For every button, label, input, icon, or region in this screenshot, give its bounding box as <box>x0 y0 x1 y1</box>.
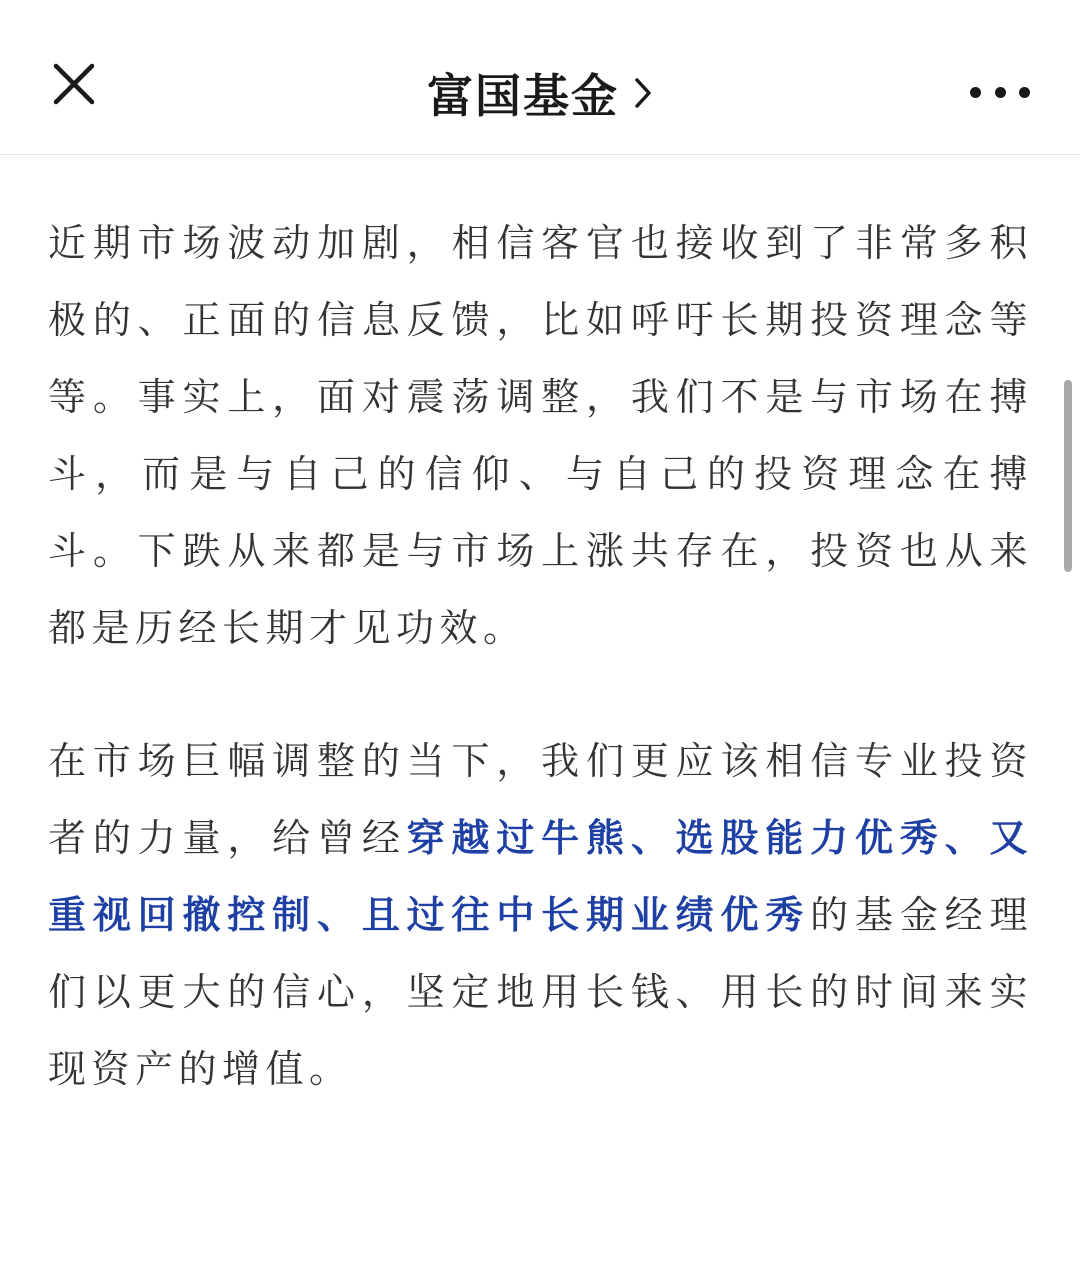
scrollbar-thumb[interactable] <box>1064 380 1072 572</box>
paragraph-1: 近期市场波动加剧，相信客官也接收到了非常多积极的、正面的信息反馈，比如呼吁长期投资理念等等。事实上，面对震荡调整，我们不是与市场在搏斗，而是与自己的信仰、与自己的投资理念在搏斗。下跌从来都是与市场上涨共存在，投资也从来都是历经长期才见功效。 <box>48 221 1033 650</box>
more-options-button[interactable] <box>970 72 1030 112</box>
more-horizontal-icon <box>970 87 981 98</box>
page-title: 富国基金 <box>427 69 619 123</box>
more-horizontal-icon <box>1019 87 1030 98</box>
more-horizontal-icon <box>995 87 1006 98</box>
account-title-link[interactable] <box>0 58 1080 128</box>
paragraph-2 <box>48 723 1033 1108</box>
article-body <box>48 205 1033 1108</box>
chevron-right-icon <box>633 76 653 110</box>
top-nav-bar <box>0 0 1080 155</box>
highlighted-text: 穿越过牛熊、选股能力优秀、又重视回撤控制、且过往中长期业绩优秀 <box>48 816 1033 937</box>
paragraph-2-lead: 在市场巨幅调整的当下，我们更应该相信专业投资者的力量，给曾经 <box>48 739 1033 860</box>
paragraph-2-tail: 的基金经理们以更大的信心，坚定地用长钱、用长的时间来实现资产的增值。 <box>48 893 1033 1091</box>
